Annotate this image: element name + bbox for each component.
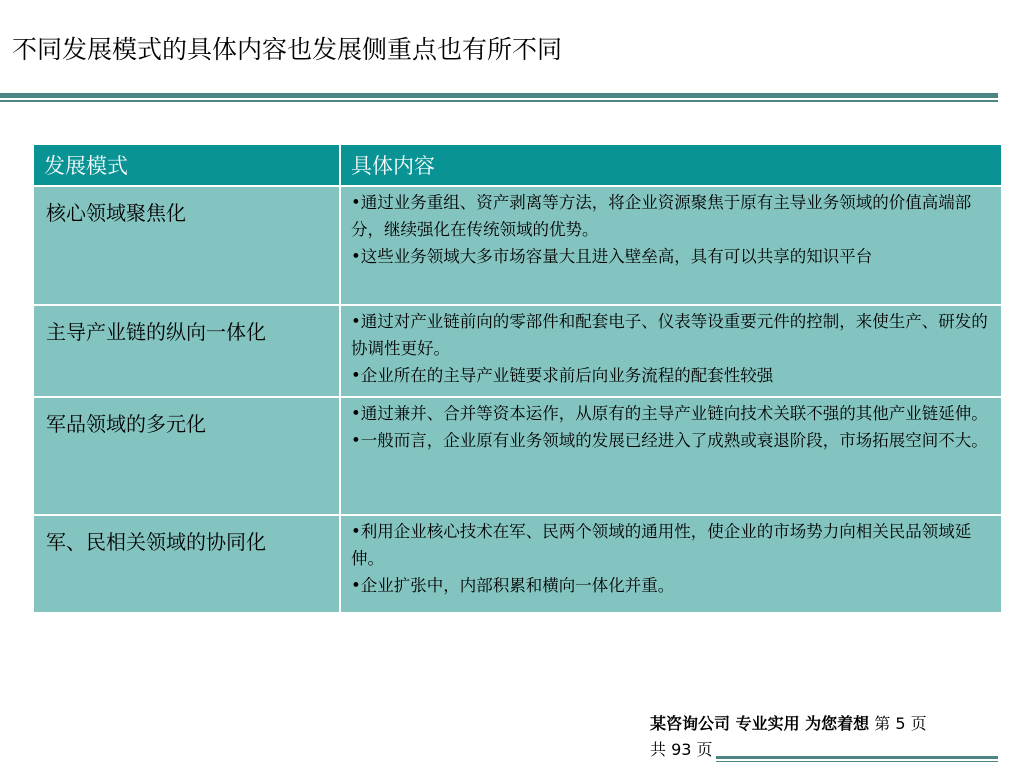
title-divider-thin — [0, 100, 998, 102]
detail-bullet: •通过对产业链前向的零部件和配套电子、仪表等设重要元件的控制，来使生产、研发的协调性更好。 — [351, 312, 988, 358]
detail-bullet: •这些业务领域大多市场容量大且进入壁垒高，具有可以共享的知识平台 — [351, 247, 873, 266]
detail-cell — [340, 397, 1001, 515]
footer-divider-thin — [716, 761, 998, 762]
footer-total-pages: 共 93 页 — [650, 740, 713, 759]
detail-bullet: •通过业务重组、资产剥离等方法，将企业资源聚焦于原有主导业务领域的价值高端部分，继续强化在传统领域的优势。 — [351, 193, 972, 239]
footer-company: 某咨询公司 专业实用 为您着想 — [650, 714, 870, 733]
header-mode: 发展模式 — [34, 145, 340, 186]
mode-cell: 军品领域的多元化 — [34, 397, 340, 515]
detail-cell — [340, 305, 1001, 397]
detail-bullet: •通过兼并、合并等资本运作，从原有的主导产业链向技术关联不强的其他产业链延伸。 — [351, 404, 988, 423]
table-row — [34, 186, 1001, 305]
slide-title: 不同发展模式的具体内容也发展侧重点也有所不同 — [12, 35, 563, 64]
development-mode-table — [34, 145, 1001, 612]
detail-bullet: •企业扩张中，内部积累和横向一体化并重。 — [351, 576, 675, 595]
detail-cell — [340, 186, 1001, 305]
table-row — [34, 515, 1001, 612]
detail-cell — [340, 515, 1001, 612]
footer-divider-thick — [716, 756, 998, 759]
mode-cell: 军、民相关领域的协同化 — [34, 515, 340, 612]
header-detail: 具体内容 — [340, 145, 1001, 186]
detail-bullet: •企业所在的主导产业链要求前后向业务流程的配套性较强 — [351, 366, 774, 385]
table-row — [34, 305, 1001, 397]
mode-cell: 主导产业链的纵向一体化 — [34, 305, 340, 397]
title-divider-thick — [0, 93, 998, 98]
table-header-row — [34, 145, 1001, 186]
mode-cell: 核心领域聚焦化 — [34, 186, 340, 305]
table-row — [34, 397, 1001, 515]
footer-page-number: 第 5 页 — [874, 714, 927, 733]
detail-bullet: •利用企业核心技术在军、民两个领域的通用性，使企业的市场势力向相关民品领域延伸。 — [351, 522, 972, 568]
detail-bullet: •一般而言，企业原有业务领域的发展已经进入了成熟或衰退阶段，市场拓展空间不大。 — [351, 431, 988, 450]
